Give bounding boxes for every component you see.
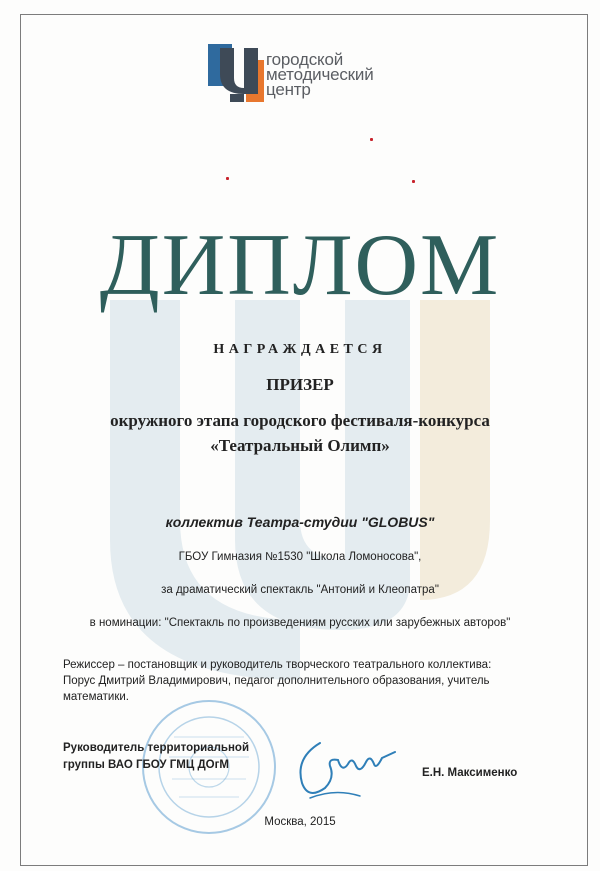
place-date: Москва, 2015	[264, 816, 336, 828]
head-line-2: группы ВАО ГБОУ ГМЦ ДОгМ	[63, 759, 229, 771]
ink-speck	[412, 180, 415, 183]
collective-name: коллектив Театра-студии "GLOBUS"	[165, 514, 435, 530]
logo-text	[266, 52, 374, 97]
head-line-1: Руководитель территориальной	[63, 742, 250, 754]
ink-speck	[370, 138, 373, 141]
director-line: Режиссер – постановщик и руководитель творческого театрального коллектива:	[63, 659, 492, 671]
diploma-title: ДИПЛОМ	[99, 217, 501, 314]
director-line: математики.	[63, 691, 129, 703]
nomination-line: в номинации: "Спектакль по произведениям русских или зарубежных авторов"	[89, 617, 511, 629]
logo-line-2: методический	[266, 65, 374, 84]
festival-name: «Театральный Олимп»	[210, 436, 390, 455]
ink-speck	[226, 177, 229, 180]
awarded-heading: НАГРАЖДАЕТСЯ	[213, 342, 387, 357]
head-title	[63, 740, 313, 774]
logo-line-3: центр	[266, 80, 311, 99]
logo-line-1: городской	[266, 50, 344, 69]
prize-heading: ПРИЗЕР	[266, 375, 334, 394]
handwritten-signature	[290, 728, 400, 808]
festival-stage: окружного этапа городского фестиваля-конкурса	[110, 411, 490, 430]
director-line: Порус Дмитрий Владимирович, педагог дополнительного образования, учитель	[63, 675, 490, 687]
play-line: за драматический спектакль "Антоний и Клеопатра"	[161, 584, 439, 596]
school-line: ГБОУ Гимназия №1530 "Школа Ломоносова",	[178, 551, 422, 563]
signer-name: Е.Н. Максименко	[422, 767, 518, 779]
